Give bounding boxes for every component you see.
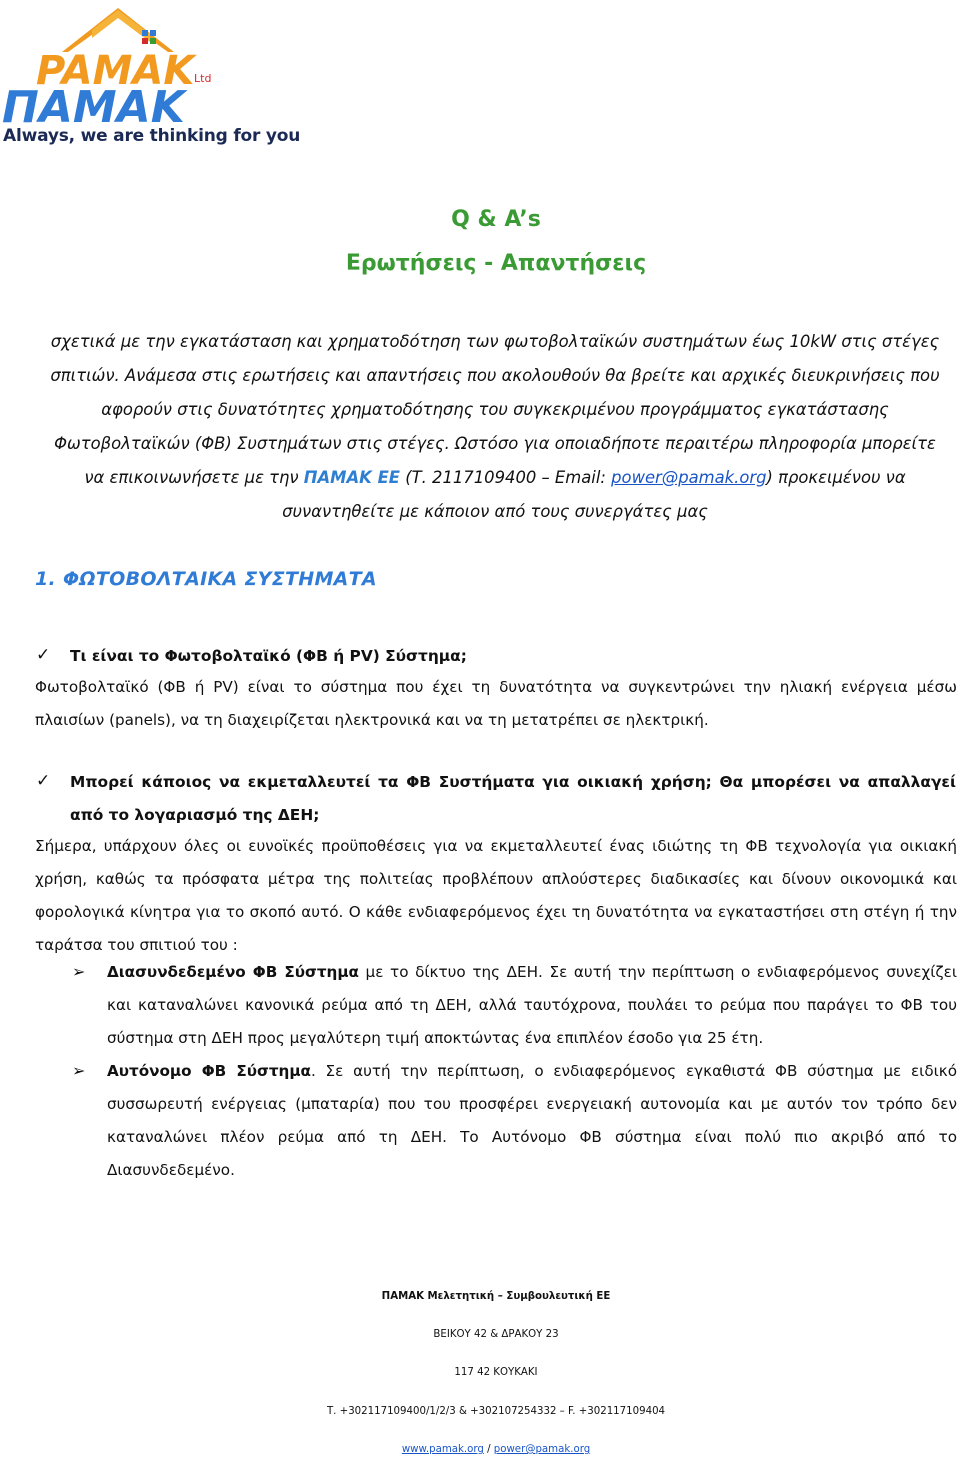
intro-line: Φωτοβολταϊκών (ΦΒ) Συστημάτων στις στέγες. Ωστόσο για οποιαδήποτε περαιτέρω πληροφορία μπορείτε (54, 434, 936, 453)
arrow-bullet-icon: ➢ (72, 1061, 86, 1080)
footer-links: www.pamak.org / power@pamak.org (401, 1444, 591, 1455)
footer-city: 117 42 ΚΟΥΚΑΚΙ (454, 1367, 538, 1378)
logo-brand-greek: ΠΑΜΑΚ (2, 82, 185, 128)
arrow-bullet-icon: ➢ (72, 962, 86, 981)
intro-line-contact: να επικοινωνήσετε με την ΠΑΜΑΚ ΕΕ (Τ. 2117109400 – Email: power@pamak.org) προκειμένου να (84, 468, 906, 487)
intro-line: σχετικά με την εγκατάσταση και χρηματοδότηση των φωτοβολταϊκών συστημάτων έως 10kW στις στέγες (50, 332, 940, 351)
footer-company: ΠΑΜΑΚ Μελετητική – Συμβουλευτική ΕΕ (381, 1291, 611, 1302)
answer-2: Σήμερα, υπάρχουν όλες οι ευνοϊκές προϋποθέσεις για να εκμεταλλευτεί ένας ιδιώτης τη ΦΒ τεχνολογία για οικιακή χρήση, καθώς τα πρόσφατα μέτρα της πολιτείας προβλέπουν απλούστερες διαδικασίες και δίνουν οικονομικά και φορολογικά κίνητρα για το σκοπό αυτό. Ο κάθε ενδιαφερόμενος έχει τη δυνατότητα να εγκαταστήσει στη στέγη ή την ταράτσα του σπιτιού του : (35, 837, 957, 954)
email-link[interactable]: power@pamak.org (611, 468, 767, 487)
question-2-line: Μπορεί κάποιος να εκμεταλλευτεί τα ΦΒ Συστήματα για οικιακή χρήση; Θα μπορέσει να απαλλαγεί (70, 773, 956, 791)
answer-1: Φωτοβολταϊκό (ΦΒ ή PV) είναι το σύστημα που έχει τη δυνατότητα να συγκεντρώνει την ηλιακή ενέργεια μέσω πλαισίων (panels), να τη διαχειρίζεται ηλεκτρονικά και να τη μετατρέπει σε ηλεκτρική. (35, 678, 957, 729)
intro-line: συναντηθείτε με κάποιον από τους συνεργάτες μας (282, 502, 708, 521)
footer-email-link[interactable]: power@pamak.org (493, 1444, 591, 1455)
bullet-grid-connected: Διασυνδεδεμένο ΦΒ Σύστημα με το δίκτυο της ΔΕΗ. Σε αυτή την περίπτωση ο ενδιαφερόμενος συνεχίζει και καταναλώνει κανονικά ρεύμα από τη ΔΕΗ, αλλά ταυτόχρονα, πουλάει το ρεύμα που παράγει το ΦΒ του σύστημα στη ΔΕΗ προς μεγαλύτερη τιμή αποκτώντας ένα επιπλέον έσοδο για 25 έτη. (107, 963, 957, 1047)
footer-address: ΒΕΙΚΟΥ 42 & ΔΡΑΚΟΥ 23 (433, 1329, 559, 1340)
logo-suffix: Ltd (194, 72, 212, 85)
intro-line: σπιτιών. Ανάμεσα στις ερωτήσεις και απαντήσεις που ακολουθούν θα βρείτε και αρχικές διευκρινήσεις που (50, 366, 940, 385)
intro-paragraph (30, 325, 960, 529)
checkmark-icon: ✓ (36, 771, 51, 791)
question-1: Τι είναι το Φωτοβολταϊκό (ΦΒ ή PV) Σύστημα; (70, 647, 467, 665)
intro-line: αφορούν στις δυνατότητες χρηματοδότησης του συγκεκριμένου προγράμματος εγκατάστασης (101, 400, 889, 419)
checkmark-icon: ✓ (36, 645, 51, 665)
bullet-standalone: Αυτόνομο ΦΒ Σύστημα. Σε αυτή την περίπτωση, ο ενδιαφερόμενος εγκαθιστά ΦΒ σύστημα με ειδικό συσσωρευτή ενέργειας (μπαταρία) που του προσφέρει ενεργειακή αυτονομία και με αυτόν τον τρόπο δεν καταναλώνει πλέον ρεύμα από τη ΔΕΗ. Το Αυτόνομο ΦΒ σύστημα είναι πολύ πιο ακριβό από το Διασυνδεδεμένο. (107, 1062, 957, 1179)
company-name: ΠΑΜΑΚ ΕΕ (303, 468, 400, 487)
logo-tagline: Always, we are thinking for you (3, 126, 301, 146)
page-subtitle: Ερωτήσεις - Απαντήσεις (345, 251, 647, 276)
section-heading: 1. ΦΩΤΟΒΟΛΤΑΙΚΑ ΣΥΣΤΗΜΑΤΑ (35, 568, 377, 590)
website-link[interactable]: www.pamak.org (401, 1444, 484, 1455)
question-2-line: από το λογαριασμό της ΔΕΗ; (70, 806, 320, 824)
company-logo (0, 0, 301, 150)
logo-brand-latin: PAMAK (36, 48, 195, 94)
logo-graphic (0, 0, 258, 128)
footer-phones: Τ. +302117109400/1/2/3 & +302107254332 – F. +302117109404 (326, 1406, 666, 1417)
page-title: Q & A’s (451, 207, 541, 232)
